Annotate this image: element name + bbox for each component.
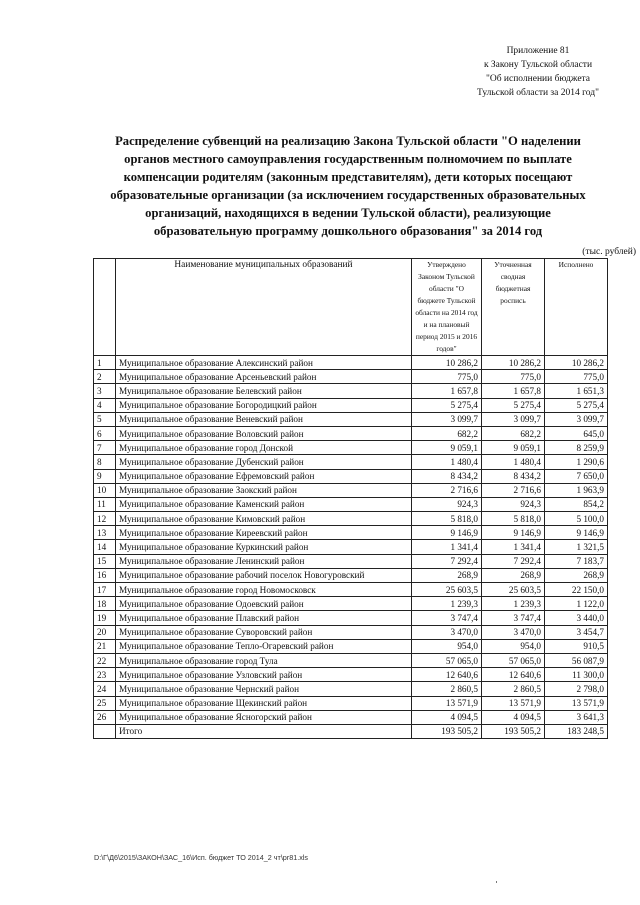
row-index: 15 (94, 554, 116, 568)
row-executed: 56 087,9 (545, 653, 608, 667)
row-revised: 9 146,9 (482, 526, 545, 540)
row-revised: 924,3 (482, 497, 545, 511)
row-index: 12 (94, 512, 116, 526)
table-row (94, 710, 608, 724)
row-executed: 1 651,3 (545, 384, 608, 398)
row-name: Муниципальное образование Веневский район (116, 412, 412, 426)
row-index: 22 (94, 653, 116, 667)
row-name: Муниципальное образование рабочий поселок Новогуровский (116, 568, 412, 582)
row-approved: 2 860,5 (412, 682, 482, 696)
appendix-line: Приложение 81 (506, 46, 570, 56)
scan-speck (496, 881, 497, 883)
header-revised: Уточненная сводная бюджетная роспись (482, 259, 545, 356)
table-row (94, 526, 608, 540)
appendix-line: "Об исполнении бюджета (485, 74, 591, 84)
total-revised: 193 505,2 (482, 724, 545, 738)
row-approved: 268,9 (412, 568, 482, 582)
title-line: образовательные организации (за исключением государственных образовательных (110, 188, 586, 202)
total-label: Итого (116, 724, 412, 738)
row-executed: 8 259,9 (545, 441, 608, 455)
row-executed: 268,9 (545, 568, 608, 582)
row-name: Муниципальное образование Киреевский район (116, 526, 412, 540)
row-revised: 3 099,7 (482, 412, 545, 426)
row-approved: 3 470,0 (412, 625, 482, 639)
row-index: 4 (94, 398, 116, 412)
row-name: Муниципальное образование Каменский район (116, 497, 412, 511)
row-name: Муниципальное образование Алексинский район (116, 356, 412, 370)
row-executed: 2 798,0 (545, 682, 608, 696)
row-index: 14 (94, 540, 116, 554)
row-executed: 3 099,7 (545, 412, 608, 426)
table-row (94, 625, 608, 639)
row-executed: 10 286,2 (545, 356, 608, 370)
row-revised: 13 571,9 (482, 696, 545, 710)
table-row (94, 370, 608, 384)
row-name: Муниципальное образование Заокский район (116, 483, 412, 497)
row-name: Муниципальное образование Чернский район (116, 682, 412, 696)
file-path-footer: D:\Г\Д6\2015\ЗАКОН\ЗАС_16\Исп. бюджет ТО 2014_2 чт\pr81.xls (94, 853, 308, 862)
row-approved: 13 571,9 (412, 696, 482, 710)
row-name: Муниципальное образование Воловский район (116, 426, 412, 440)
table-row (94, 568, 608, 582)
row-index: 23 (94, 668, 116, 682)
row-approved: 1 480,4 (412, 455, 482, 469)
table-row (94, 583, 608, 597)
row-revised: 2 860,5 (482, 682, 545, 696)
table-row (94, 653, 608, 667)
row-revised: 57 065,0 (482, 653, 545, 667)
row-name: Муниципальное образование Ефремовский район (116, 469, 412, 483)
table-row (94, 441, 608, 455)
row-name: Муниципальное образование Кимовский район (116, 512, 412, 526)
row-approved: 2 716,6 (412, 483, 482, 497)
row-index: 11 (94, 497, 116, 511)
row-executed: 854,2 (545, 497, 608, 511)
row-approved: 57 065,0 (412, 653, 482, 667)
document-title (96, 132, 600, 240)
title-line: образовательную программу дошкольного образования" за 2014 год (153, 224, 543, 238)
row-index: 24 (94, 682, 116, 696)
row-index: 21 (94, 639, 116, 653)
row-executed: 775,0 (545, 370, 608, 384)
row-index: 17 (94, 583, 116, 597)
row-name: Муниципальное образование Ленинский район (116, 554, 412, 568)
row-revised: 12 640,6 (482, 668, 545, 682)
row-revised: 1 239,3 (482, 597, 545, 611)
row-executed: 645,0 (545, 426, 608, 440)
row-approved: 775,0 (412, 370, 482, 384)
row-index: 19 (94, 611, 116, 625)
appendix-line: Тульской области за 2014 год" (477, 88, 599, 98)
row-revised: 25 603,5 (482, 583, 545, 597)
row-approved: 3 099,7 (412, 412, 482, 426)
row-index: 13 (94, 526, 116, 540)
table-row (94, 554, 608, 568)
header-executed: Исполнено (545, 259, 608, 356)
row-revised: 1 480,4 (482, 455, 545, 469)
row-index: 2 (94, 370, 116, 384)
table-row (94, 497, 608, 511)
row-name: Муниципальное образование Узловский район (116, 668, 412, 682)
row-name: Муниципальное образование город Новомосковск (116, 583, 412, 597)
row-executed: 1 963,9 (545, 483, 608, 497)
row-approved: 4 094,5 (412, 710, 482, 724)
row-revised: 268,9 (482, 568, 545, 582)
total-executed: 183 248,5 (545, 724, 608, 738)
table-row (94, 682, 608, 696)
row-approved: 7 292,4 (412, 554, 482, 568)
row-revised: 7 292,4 (482, 554, 545, 568)
row-name: Муниципальное образование Белевский район (116, 384, 412, 398)
row-approved: 10 286,2 (412, 356, 482, 370)
row-revised: 1 657,8 (482, 384, 545, 398)
row-approved: 9 146,9 (412, 526, 482, 540)
row-name: Муниципальное образование Арсеньевский район (116, 370, 412, 384)
row-revised: 1 341,4 (482, 540, 545, 554)
row-revised: 775,0 (482, 370, 545, 384)
total-approved: 193 505,2 (412, 724, 482, 738)
row-executed: 7 650,0 (545, 469, 608, 483)
table-header-row (94, 259, 608, 356)
row-approved: 9 059,1 (412, 441, 482, 455)
row-executed: 3 641,3 (545, 710, 608, 724)
row-name: Муниципальное образование Тепло-Огаревский район (116, 639, 412, 653)
total-index (94, 724, 116, 738)
row-index: 9 (94, 469, 116, 483)
row-approved: 954,0 (412, 639, 482, 653)
row-executed: 5 100,0 (545, 512, 608, 526)
row-name: Муниципальное образование Плавский район (116, 611, 412, 625)
row-approved: 25 603,5 (412, 583, 482, 597)
header-approved: Утверждено Законом Тульской области "О бюджете Тульской области на 2014 год и на плановый период 2015 и 2016 годов" (412, 259, 482, 356)
row-executed: 7 183,7 (545, 554, 608, 568)
table-row (94, 412, 608, 426)
row-revised: 5 275,4 (482, 398, 545, 412)
row-index: 10 (94, 483, 116, 497)
row-revised: 8 434,2 (482, 469, 545, 483)
row-name: Муниципальное образование Одоевский район (116, 597, 412, 611)
row-index: 3 (94, 384, 116, 398)
row-approved: 5 275,4 (412, 398, 482, 412)
row-name: Муниципальное образование Суворовский район (116, 625, 412, 639)
header-name: Наименование муниципальных образований (116, 259, 412, 356)
row-executed: 9 146,9 (545, 526, 608, 540)
row-name: Муниципальное образование город Донской (116, 441, 412, 455)
row-executed: 1 321,5 (545, 540, 608, 554)
table-row (94, 455, 608, 469)
units-label: (тыс. рублей) (582, 247, 636, 257)
table-row (94, 356, 608, 370)
row-index: 1 (94, 356, 116, 370)
title-line: организаций, находящихся в ведении Тульской области), реализующие (145, 206, 551, 220)
row-index: 7 (94, 441, 116, 455)
row-approved: 1 239,3 (412, 597, 482, 611)
header-index (94, 259, 116, 356)
row-executed: 5 275,4 (545, 398, 608, 412)
row-name: Муниципальное образование город Тула (116, 653, 412, 667)
table-row (94, 426, 608, 440)
row-executed: 1 122,0 (545, 597, 608, 611)
row-name: Муниципальное образование Богородицкий район (116, 398, 412, 412)
row-revised: 9 059,1 (482, 441, 545, 455)
table-row (94, 611, 608, 625)
row-executed: 13 571,9 (545, 696, 608, 710)
table-row (94, 540, 608, 554)
row-index: 5 (94, 412, 116, 426)
row-index: 20 (94, 625, 116, 639)
row-approved: 8 434,2 (412, 469, 482, 483)
row-executed: 3 440,0 (545, 611, 608, 625)
table-row (94, 639, 608, 653)
table-row (94, 483, 608, 497)
row-approved: 12 640,6 (412, 668, 482, 682)
row-executed: 3 454,7 (545, 625, 608, 639)
table-body (94, 356, 608, 739)
row-revised: 954,0 (482, 639, 545, 653)
table-total-row (94, 724, 608, 738)
table-row (94, 597, 608, 611)
row-index: 26 (94, 710, 116, 724)
row-index: 18 (94, 597, 116, 611)
row-approved: 1 341,4 (412, 540, 482, 554)
appendix-block (448, 44, 628, 100)
row-revised: 2 716,6 (482, 483, 545, 497)
table-row (94, 398, 608, 412)
table-row (94, 668, 608, 682)
title-line: органов местного самоуправления государственным полномочием по выплате (124, 152, 572, 166)
row-revised: 682,2 (482, 426, 545, 440)
row-revised: 4 094,5 (482, 710, 545, 724)
row-index: 25 (94, 696, 116, 710)
title-line: компенсации родителям (законным представителям), дети которых посещают (123, 170, 573, 184)
table-row (94, 696, 608, 710)
row-name: Муниципальное образование Щекинский район (116, 696, 412, 710)
row-index: 6 (94, 426, 116, 440)
row-name: Муниципальное образование Дубенский район (116, 455, 412, 469)
table-row (94, 469, 608, 483)
row-index: 16 (94, 568, 116, 582)
title-line: Распределение субвенций на реализацию Закона Тульской области "О наделении (115, 134, 581, 148)
row-approved: 3 747,4 (412, 611, 482, 625)
row-approved: 682,2 (412, 426, 482, 440)
row-executed: 910,5 (545, 639, 608, 653)
row-revised: 10 286,2 (482, 356, 545, 370)
row-index: 8 (94, 455, 116, 469)
table-row (94, 512, 608, 526)
row-name: Муниципальное образование Ясногорский район (116, 710, 412, 724)
row-name: Муниципальное образование Куркинский район (116, 540, 412, 554)
row-revised: 3 470,0 (482, 625, 545, 639)
row-approved: 5 818,0 (412, 512, 482, 526)
table-row (94, 384, 608, 398)
row-executed: 1 290,6 (545, 455, 608, 469)
row-executed: 22 150,0 (545, 583, 608, 597)
row-executed: 11 300,0 (545, 668, 608, 682)
row-approved: 924,3 (412, 497, 482, 511)
subsidy-table (93, 258, 608, 739)
row-revised: 5 818,0 (482, 512, 545, 526)
row-revised: 3 747,4 (482, 611, 545, 625)
row-approved: 1 657,8 (412, 384, 482, 398)
appendix-line: к Закону Тульской области (483, 60, 593, 70)
